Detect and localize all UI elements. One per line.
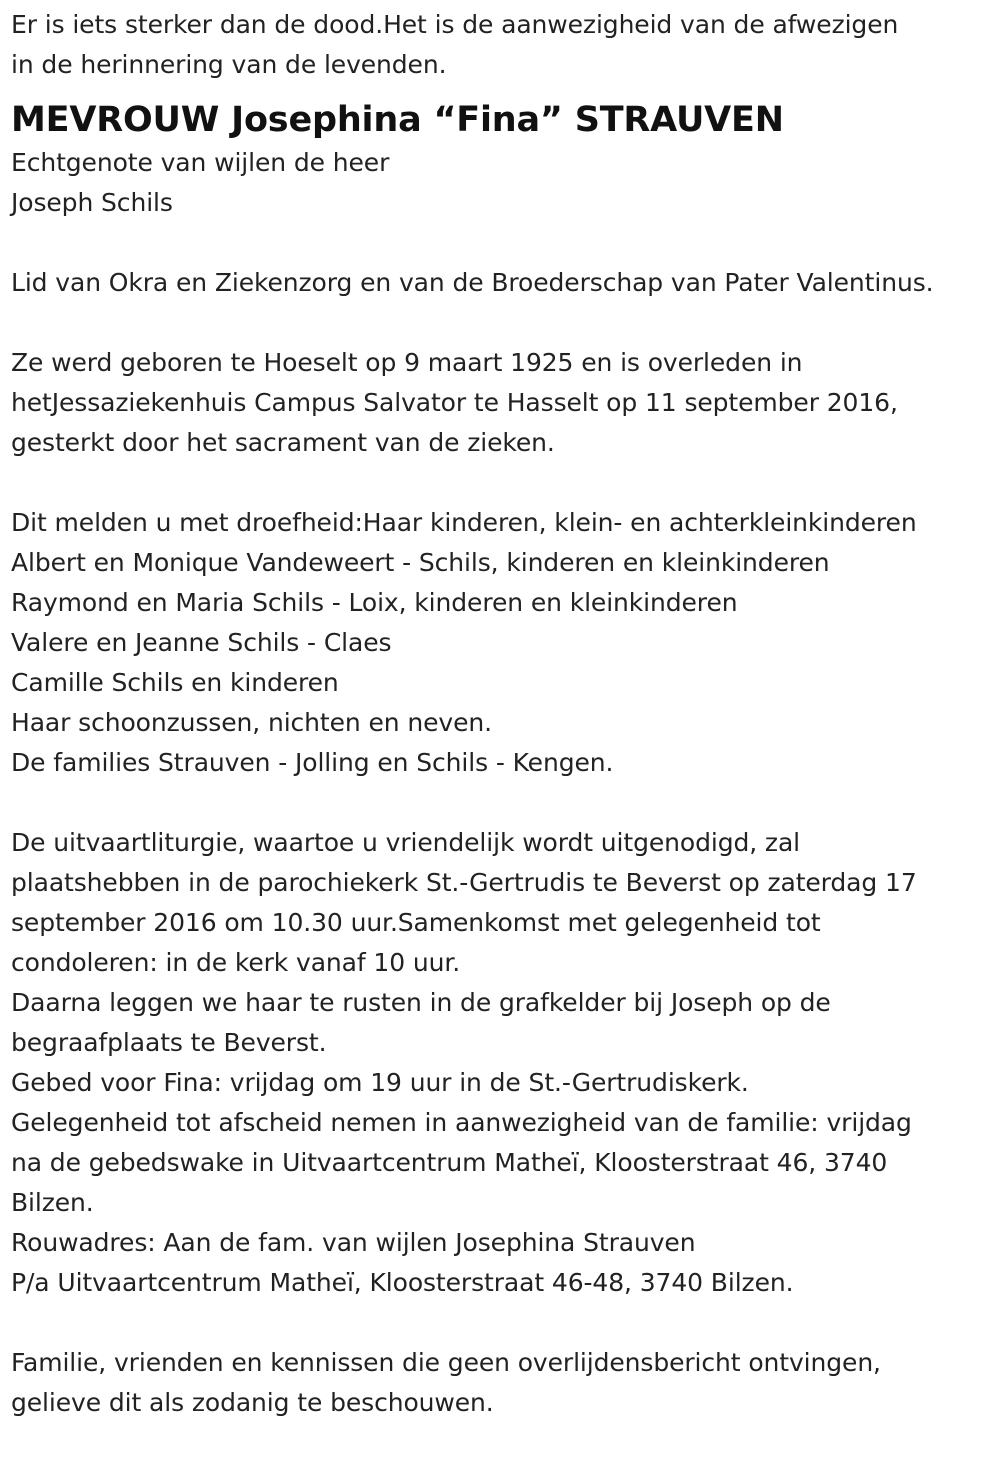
family-line: Haar schoonzussen, nichten en neven. — [11, 708, 492, 737]
family-line: Camille Schils en kinderen — [11, 668, 339, 697]
closing-section — [11, 1343, 996, 1423]
funeral-line: Rouwadres: Aan de fam. van wijlen Josephina Strauven — [11, 1228, 696, 1257]
funeral-line: na de gebedswake in Uitvaartcentrum Matheï, Kloosterstraat 46, 3740 — [11, 1148, 888, 1177]
obituary-notice — [11, 0, 996, 1423]
family-line: Dit melden u met droefheid:Haar kinderen, klein- en achterkleinkinderen — [11, 508, 917, 537]
family-line: Valere en Jeanne Schils - Claes — [11, 628, 392, 657]
spouse-name: Joseph Schils — [11, 188, 173, 217]
family-line: Albert en Monique Vandeweert - Schils, kinderen en kleinkinderen — [11, 548, 830, 577]
funeral-section — [11, 823, 996, 1303]
quote-line: in de herinnering van de levenden. — [11, 50, 447, 79]
deceased-name-heading: MEVROUW Josephina “Fina” STRAUVEN — [11, 100, 784, 140]
funeral-line: plaatshebben in de parochiekerk St.-Gertrudis te Beverst op zaterdag 17 — [11, 868, 917, 897]
birth-death-line: gesterkt door het sacrament van de zieken. — [11, 428, 555, 457]
membership-text: Lid van Okra en Ziekenzorg en van de Broederschap van Pater Valentinus. — [11, 268, 934, 297]
funeral-line: begraafplaats te Beverst. — [11, 1028, 327, 1057]
spacer — [11, 783, 996, 823]
closing-line: Familie, vrienden en kennissen die geen overlijdensbericht ontvingen, — [11, 1348, 881, 1377]
funeral-line: Gelegenheid tot afscheid nemen in aanwezigheid van de familie: vrijdag — [11, 1108, 912, 1137]
spacer — [11, 303, 996, 343]
spacer — [11, 223, 996, 263]
family-section — [11, 503, 996, 783]
spouse-section — [11, 143, 996, 223]
funeral-line: De uitvaartliturgie, waartoe u vriendelijk wordt uitgenodigd, zal — [11, 828, 801, 857]
family-line: De families Strauven - Jolling en Schils - Kengen. — [11, 748, 614, 777]
quote-line: Er is iets sterker dan de dood.Het is de aanwezigheid van de afwezigen — [11, 10, 899, 39]
funeral-line: Daarna leggen we haar te rusten in de grafkelder bij Joseph op de — [11, 988, 831, 1017]
funeral-line: Gebed voor Fina: vrijdag om 19 uur in de St.-Gertrudiskerk. — [11, 1068, 749, 1097]
birth-death-line: Ze werd geboren te Hoeselt op 9 maart 1925 en is overleden in — [11, 348, 803, 377]
family-line: Raymond en Maria Schils - Loix, kinderen en kleinkinderen — [11, 588, 738, 617]
funeral-line: september 2016 om 10.30 uur.Samenkomst met gelegenheid tot — [11, 908, 821, 937]
birth-death-section — [11, 343, 996, 463]
funeral-line: condoleren: in de kerk vanaf 10 uur. — [11, 948, 461, 977]
birth-death-line: hetJessaziekenhuis Campus Salvator te Hasselt op 11 september 2016, — [11, 388, 898, 417]
opening-quote — [11, 5, 996, 85]
funeral-line: Bilzen. — [11, 1188, 94, 1217]
spacer — [11, 1303, 996, 1343]
closing-line: gelieve dit als zodanig te beschouwen. — [11, 1388, 494, 1417]
spacer — [11, 463, 996, 503]
funeral-line: P/a Uitvaartcentrum Matheï, Kloosterstraat 46-48, 3740 Bilzen. — [11, 1268, 794, 1297]
spouse-line: Echtgenote van wijlen de heer — [11, 148, 390, 177]
